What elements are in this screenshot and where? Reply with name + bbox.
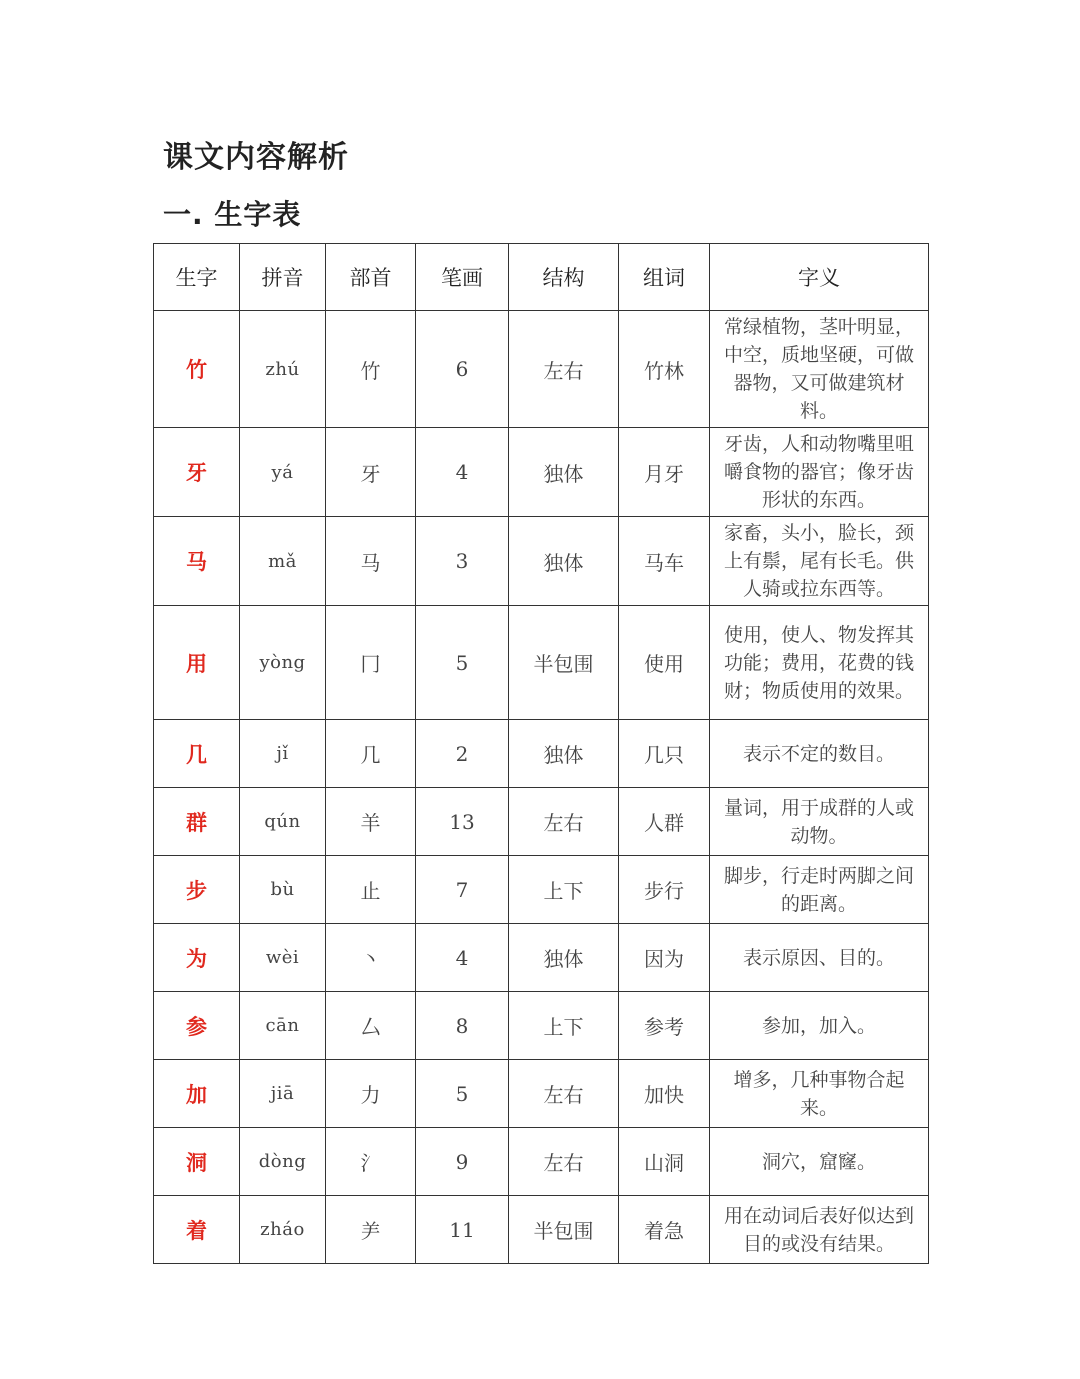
row-meaning: 表示原因、目的。	[710, 924, 929, 992]
row-strokes: 4	[416, 924, 509, 992]
row-char: 为	[154, 924, 240, 992]
header-char: 生字	[154, 244, 240, 311]
row-strokes: 3	[416, 517, 509, 606]
row-radical: 羊	[326, 788, 416, 856]
row-char: 步	[154, 856, 240, 924]
row-char: 马	[154, 517, 240, 606]
row-word: 因为	[619, 924, 710, 992]
row-structure: 上下	[509, 856, 619, 924]
row-pinyin: qún	[240, 788, 326, 856]
header-meaning: 字义	[710, 244, 929, 311]
row-word: 着急	[619, 1196, 710, 1264]
row-meaning: 量词，用于成群的人或动物。	[710, 788, 929, 856]
row-structure: 半包围	[509, 1196, 619, 1264]
row-meaning: 牙齿，人和动物嘴里咀嚼食物的器官；像牙齿形状的东西。	[710, 428, 929, 517]
row-char: 竹	[154, 311, 240, 428]
row-pinyin: jǐ	[240, 720, 326, 788]
row-meaning: 使用，使人、物发挥其功能；费用，花费的钱财；物质使用的效果。	[710, 606, 929, 720]
row-char: 参	[154, 992, 240, 1060]
row-word: 人群	[619, 788, 710, 856]
row-meaning: 家畜，头小，脸长，颈上有鬃，尾有长毛。供人骑或拉东西等。	[710, 517, 929, 606]
row-strokes: 13	[416, 788, 509, 856]
row-radical: 氵	[326, 1128, 416, 1196]
row-strokes: 2	[416, 720, 509, 788]
row-structure: 上下	[509, 992, 619, 1060]
row-strokes: 8	[416, 992, 509, 1060]
table-body	[154, 311, 929, 1264]
page-title: 课文内容解析	[163, 140, 349, 175]
row-structure: 半包围	[509, 606, 619, 720]
table-row	[154, 517, 929, 606]
table-row	[154, 606, 929, 720]
row-structure: 左右	[509, 1060, 619, 1128]
table-row	[154, 1128, 929, 1196]
row-meaning: 表示不定的数目。	[710, 720, 929, 788]
row-structure: 独体	[509, 924, 619, 992]
row-radical: 竹	[326, 311, 416, 428]
row-structure: 左右	[509, 311, 619, 428]
row-pinyin: wèi	[240, 924, 326, 992]
row-word: 加快	[619, 1060, 710, 1128]
row-meaning: 常绿植物，茎叶明显，中空，质地坚硬，可做器物，又可做建筑材料。	[710, 311, 929, 428]
row-radical: 力	[326, 1060, 416, 1128]
row-char: 牙	[154, 428, 240, 517]
header-structure: 结构	[509, 244, 619, 311]
row-pinyin: bù	[240, 856, 326, 924]
row-radical: ⺶	[326, 1196, 416, 1264]
row-radical: 牙	[326, 428, 416, 517]
row-structure: 独体	[509, 720, 619, 788]
row-radical: 丶	[326, 924, 416, 992]
row-word: 马车	[619, 517, 710, 606]
row-char: 洞	[154, 1128, 240, 1196]
header-word: 组词	[619, 244, 710, 311]
row-word: 几只	[619, 720, 710, 788]
table-row	[154, 1060, 929, 1128]
row-char: 加	[154, 1060, 240, 1128]
row-meaning: 增多，几种事物合起来。	[710, 1060, 929, 1128]
table-row	[154, 788, 929, 856]
row-char: 群	[154, 788, 240, 856]
table-row	[154, 720, 929, 788]
row-pinyin: mǎ	[240, 517, 326, 606]
row-word: 竹林	[619, 311, 710, 428]
row-radical: 马	[326, 517, 416, 606]
row-radical: 几	[326, 720, 416, 788]
table-header-row	[154, 244, 929, 311]
row-pinyin: jiā	[240, 1060, 326, 1128]
row-strokes: 5	[416, 1060, 509, 1128]
row-meaning: 用在动词后表好似达到目的或没有结果。	[710, 1196, 929, 1264]
row-word: 参考	[619, 992, 710, 1060]
row-strokes: 6	[416, 311, 509, 428]
row-strokes: 11	[416, 1196, 509, 1264]
row-radical: 厶	[326, 992, 416, 1060]
row-meaning: 参加，加入。	[710, 992, 929, 1060]
header-radical: 部首	[326, 244, 416, 311]
row-pinyin: yòng	[240, 606, 326, 720]
row-word: 山洞	[619, 1128, 710, 1196]
table-row	[154, 311, 929, 428]
row-word: 使用	[619, 606, 710, 720]
table-row	[154, 924, 929, 992]
section-title: 一. 生字表	[163, 198, 302, 231]
row-pinyin: yá	[240, 428, 326, 517]
row-char: 用	[154, 606, 240, 720]
character-table	[153, 243, 929, 1264]
row-meaning: 洞穴，窟窿。	[710, 1128, 929, 1196]
row-pinyin: dòng	[240, 1128, 326, 1196]
row-radical: 冂	[326, 606, 416, 720]
row-word: 步行	[619, 856, 710, 924]
row-structure: 独体	[509, 517, 619, 606]
row-structure: 左右	[509, 788, 619, 856]
row-pinyin: zhú	[240, 311, 326, 428]
row-strokes: 5	[416, 606, 509, 720]
row-radical: 止	[326, 856, 416, 924]
row-strokes: 7	[416, 856, 509, 924]
row-pinyin: cān	[240, 992, 326, 1060]
header-pinyin: 拼音	[240, 244, 326, 311]
row-word: 月牙	[619, 428, 710, 517]
table-row	[154, 1196, 929, 1264]
table-row	[154, 992, 929, 1060]
row-char: 着	[154, 1196, 240, 1264]
row-pinyin: zháo	[240, 1196, 326, 1264]
row-meaning: 脚步，行走时两脚之间的距离。	[710, 856, 929, 924]
header-strokes: 笔画	[416, 244, 509, 311]
table-row	[154, 428, 929, 517]
row-structure: 左右	[509, 1128, 619, 1196]
row-char: 几	[154, 720, 240, 788]
table-row	[154, 856, 929, 924]
row-strokes: 4	[416, 428, 509, 517]
row-strokes: 9	[416, 1128, 509, 1196]
row-structure: 独体	[509, 428, 619, 517]
